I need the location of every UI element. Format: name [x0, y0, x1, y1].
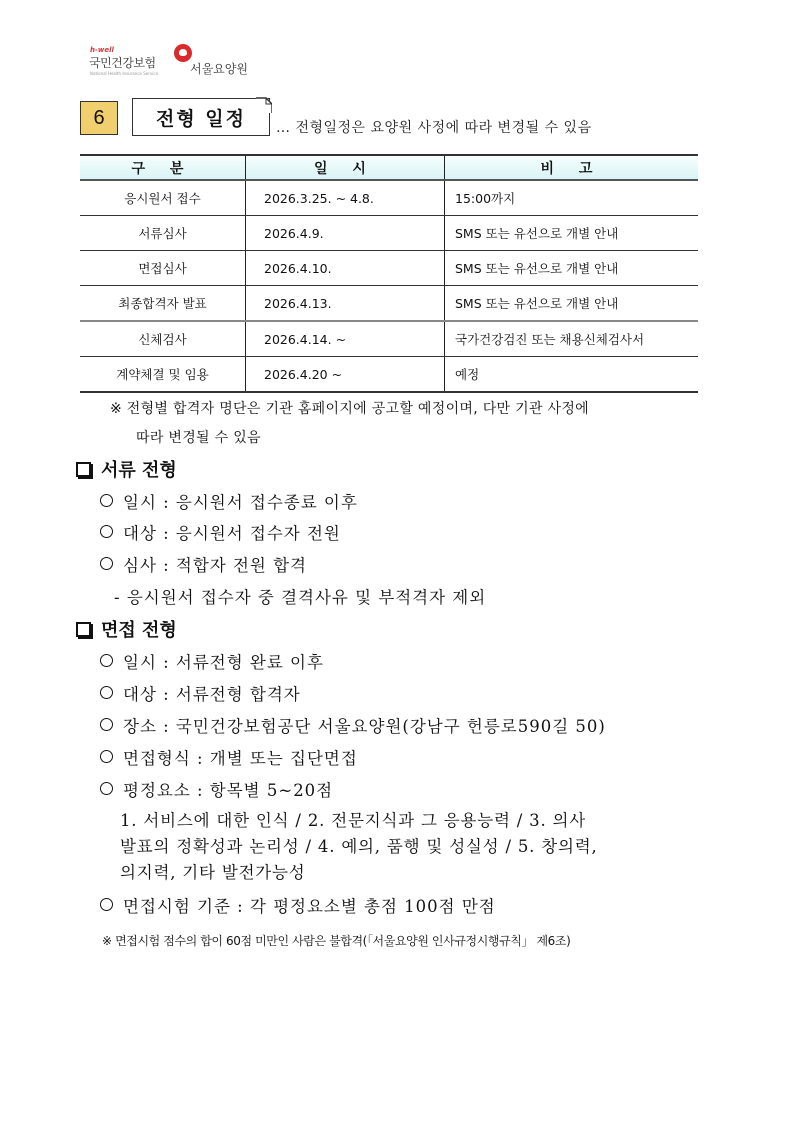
header-remark: 비 고 — [445, 155, 699, 180]
table-row — [80, 357, 698, 393]
remark-cell: SMS 또는 유선으로 개별 안내 — [445, 216, 699, 251]
stage-cell: 신체검사 — [80, 321, 246, 357]
sub-list-item: - 응시원서 접수자 중 결격사유 및 부적격자 제외 — [114, 588, 487, 607]
logo-org-subtitle: National Health Insurance Service — [90, 71, 159, 76]
stage-cell: 응시원서 접수 — [80, 180, 246, 216]
date-cell: 2026.4.20 ~ — [246, 357, 445, 393]
table-footnote-line2: 따라 변경될 수 있음 — [136, 430, 261, 446]
list-item: 장소 : 국민건강보험공단 서울요양원(강남구 헌릉로590길 50) — [100, 713, 606, 737]
list-item: 대상 : 응시원서 접수자 전원 — [100, 520, 341, 544]
logo-brand-tag: h-well — [90, 46, 114, 54]
evaluation-criteria: 1. 서비스에 대한 인식 / 2. 전문지식과 그 응용능력 / 3. 의사 발표의 정확성과 논리성 / 4. 예의, 품행 및 성실성 / 5. 창의력, 의지력, 기타 발전가능성 — [120, 811, 598, 882]
table-footnote-line1: ※ 전형별 합격자 명단은 기관 홈페이지에 공고할 예정이며, 다만 기관 사정에 — [110, 401, 590, 417]
date-cell: 2026.4.14. ~ — [246, 321, 445, 357]
stage-cell: 서류심사 — [80, 216, 246, 251]
interview-screening-heading — [76, 616, 177, 642]
stage-cell: 면접심사 — [80, 251, 246, 286]
section-number-badge: 6 — [80, 101, 118, 135]
organization-logo — [82, 44, 262, 84]
checkbox-square-icon — [76, 622, 91, 637]
header-date: 일 시 — [246, 155, 445, 180]
header-stage: 구 분 — [80, 155, 246, 180]
circle-bullet-icon — [100, 750, 113, 763]
circle-bullet-icon — [100, 718, 113, 731]
remark-cell: 15:00까지 — [445, 180, 699, 216]
remark-cell: SMS 또는 유선으로 개별 안내 — [445, 286, 699, 322]
section-title: 전형 일정 — [132, 98, 270, 136]
table-footnote — [110, 395, 589, 453]
list-item: 일시 : 서류전형 완료 이후 — [100, 649, 324, 673]
circle-bullet-icon — [100, 782, 113, 795]
table-row — [80, 251, 698, 286]
document-screening-title: 서류 전형 — [101, 460, 177, 481]
stage-cell: 최종합격자 발표 — [80, 286, 246, 322]
date-cell: 2026.4.9. — [246, 216, 445, 251]
remark-cell: 예정 — [445, 357, 699, 393]
list-item: 대상 : 서류전형 합격자 — [100, 681, 301, 705]
table-row — [80, 321, 698, 357]
circle-bullet-icon — [100, 525, 113, 538]
date-cell: 2026.4.13. — [246, 286, 445, 322]
circle-bullet-icon — [100, 557, 113, 570]
table-row — [80, 216, 698, 251]
circle-bullet-icon — [100, 494, 113, 507]
table-row — [80, 180, 698, 216]
document-screening-heading — [76, 456, 177, 482]
list-item: 심사 : 적합자 전원 합격 — [100, 552, 307, 576]
remark-cell: SMS 또는 유선으로 개별 안내 — [445, 251, 699, 286]
section-note: … 전형일정은 요양원 사정에 따라 변경될 수 있음 — [276, 120, 592, 136]
date-cell: 2026.4.10. — [246, 251, 445, 286]
interview-footnote: ※ 면접시험 점수의 합이 60점 미만인 사람은 불합격(「서울요양원 인사규정시행규칙」 제6조) — [102, 934, 571, 948]
circle-bullet-icon — [100, 898, 113, 911]
list-item: 면접시험 기준 : 각 평정요소별 총점 100점 만점 — [100, 893, 496, 917]
interview-screening-title: 면접 전형 — [101, 620, 177, 641]
checkbox-square-icon — [76, 462, 91, 477]
table-header-row — [80, 155, 698, 180]
date-cell: 2026.3.25. ~ 4.8. — [246, 180, 445, 216]
logo-org-name: 국민건강보험 — [89, 56, 156, 70]
circle-bullet-icon — [100, 654, 113, 667]
stage-cell: 계약체결 및 임용 — [80, 357, 246, 393]
list-item: 평정요소 : 항목별 5~20점 — [100, 777, 333, 801]
schedule-table — [80, 154, 698, 393]
table-row — [80, 286, 698, 322]
logo-facility-name: 서울요양원 — [190, 62, 248, 76]
remark-cell: 국가건강검진 또는 채용신체검사서 — [445, 321, 699, 357]
folded-corner-icon — [256, 97, 272, 113]
list-item: 일시 : 응시원서 접수종료 이후 — [100, 489, 358, 513]
list-item: 면접형식 : 개별 또는 집단면접 — [100, 745, 358, 769]
circle-bullet-icon — [100, 686, 113, 699]
